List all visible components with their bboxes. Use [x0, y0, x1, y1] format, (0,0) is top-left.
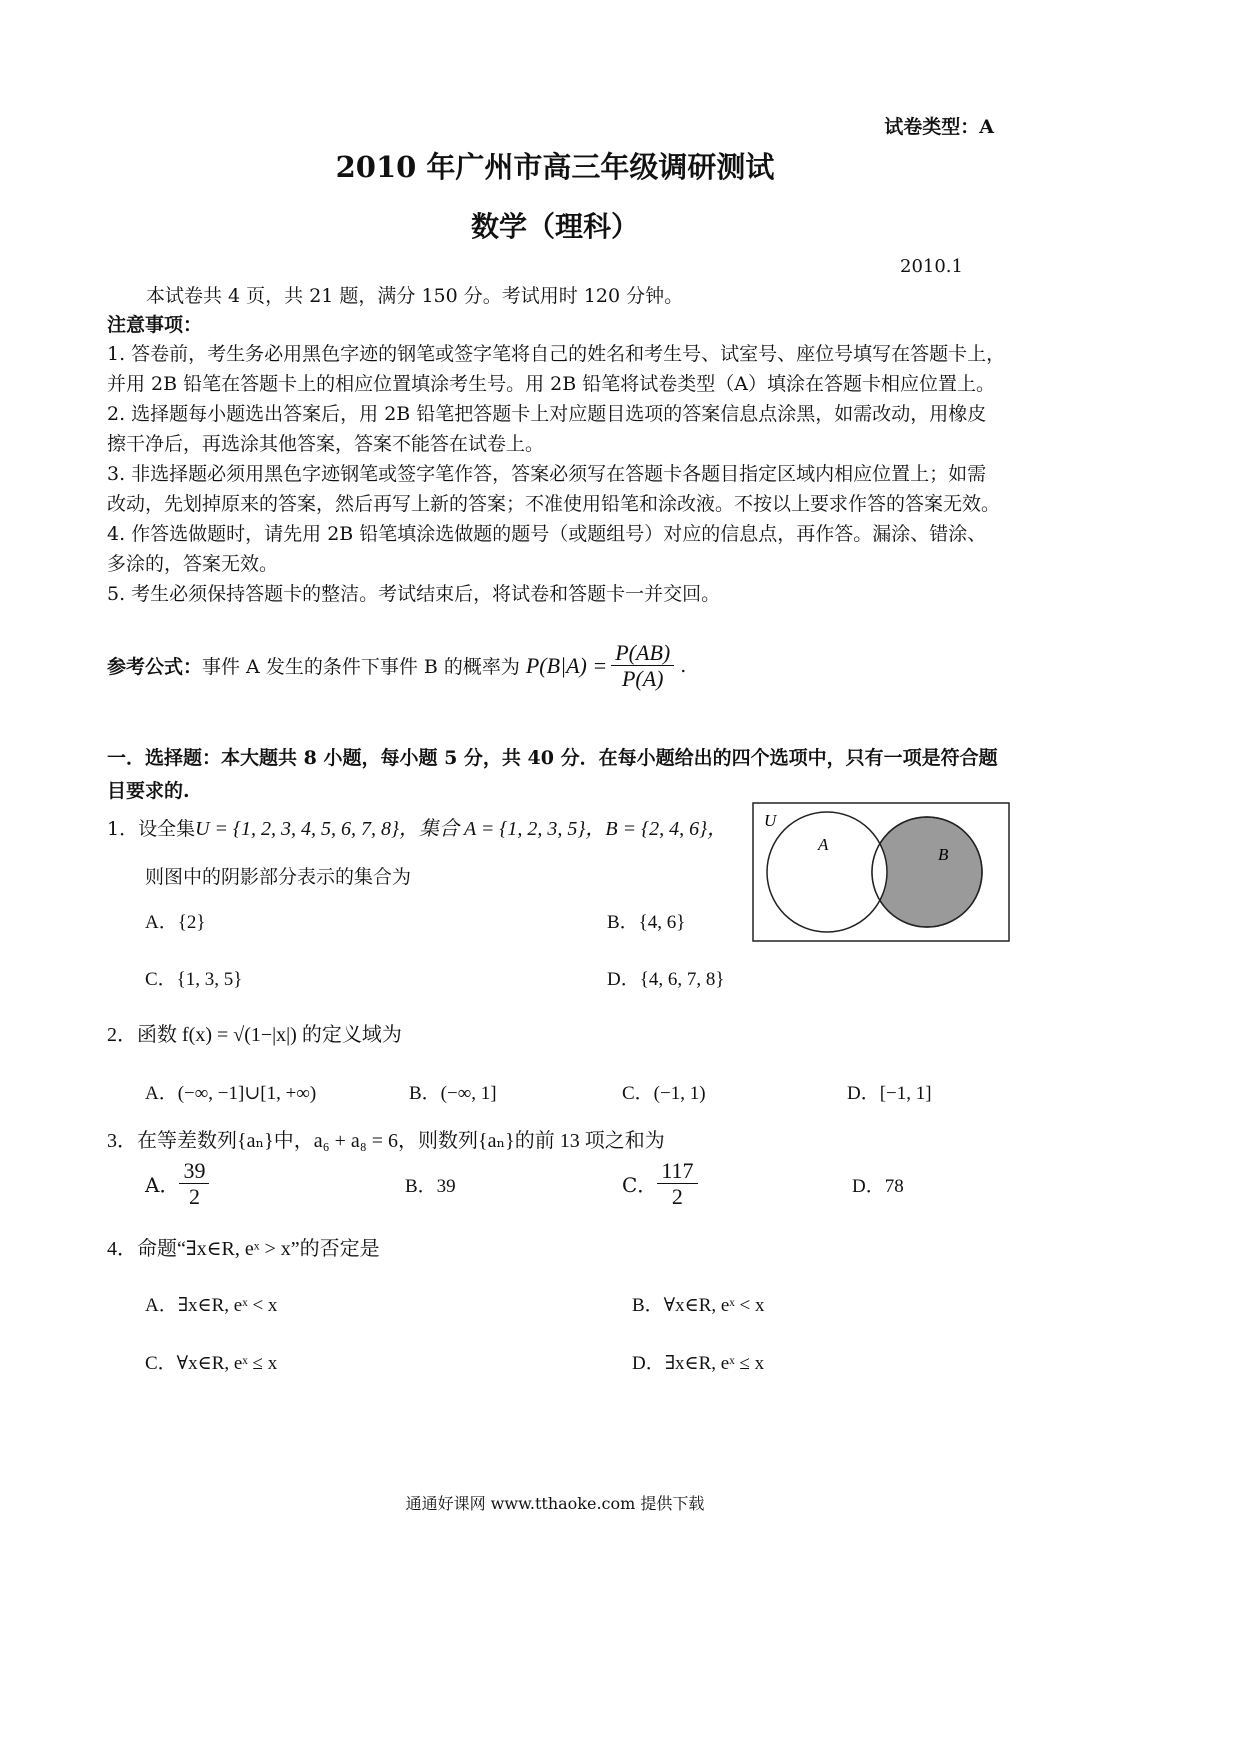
formula-lhs: P(B|A) =: [525, 652, 608, 678]
exam-date: 2010.1: [900, 256, 963, 277]
formula-numerator: P(AB): [611, 640, 674, 666]
formula-label: 参考公式：: [107, 656, 203, 679]
exam-title: 2010 年广州市高三年级调研测试: [335, 150, 775, 184]
notice-list: [107, 339, 1007, 609]
q1-option-c[interactable]: C．{1, 3, 5}: [145, 969, 243, 990]
section-heading-line: 目要求的.: [107, 780, 190, 802]
q3-option-d[interactable]: D．78: [852, 1176, 904, 1197]
q2-option-c[interactable]: C．(−1, 1): [622, 1083, 706, 1104]
q2-option-d[interactable]: D．[−1, 1]: [847, 1083, 932, 1104]
q2-stem: 2．函数 f(x) = √(1−|x|) 的定义域为: [107, 1024, 402, 1046]
section-heading-line: 一．选择题：本大题共 8 小题，每小题 5 分，共 40 分．在每小题给出的四个选项中，只有一项是符合题: [107, 747, 998, 769]
q4-option-c[interactable]: C．∀x∈R, eˣ ≤ x: [145, 1353, 278, 1374]
reference-formula: [107, 640, 686, 692]
exam-subtitle: 数学（理科）: [470, 210, 639, 243]
q2-option-a[interactable]: A．(−∞, −1]∪[1, +∞): [145, 1083, 317, 1104]
notice-line: 4. 作答选做题时，请先用 2B 铅笔填涂选做题的题号（或题组号）对应的信息点，再作答。漏涂、错涂、: [107, 523, 987, 545]
notice-line: 3. 非选择题必须用黑色字迹钢笔或签字笔作答，答案必须写在答题卡各题目指定区域内相应位置上；如需: [107, 463, 987, 485]
q1-option-a[interactable]: A．{2}: [145, 912, 206, 933]
q4-option-d[interactable]: D．∃x∈R, eˣ ≤ x: [632, 1353, 765, 1374]
venn-label-a: A: [818, 835, 829, 854]
q2-option-b[interactable]: B．(−∞, 1]: [409, 1083, 497, 1104]
q1-stem-math: U = {1, 2, 3, 4, 5, 6, 7, 8}，集合 A = {1, 2, 3, 5}，B = {2, 4, 6}，: [195, 818, 728, 840]
q3-c-denominator: 2: [671, 1184, 683, 1210]
q4-stem: 4．命题“∃x∈R, eˣ > x”的否定是: [107, 1238, 380, 1260]
formula-text: 事件 A 发生的条件下事件 B 的概率为: [202, 656, 520, 679]
q4-option-a[interactable]: A．∃x∈R, eˣ < x: [145, 1295, 278, 1316]
q4-option-b[interactable]: B．∀x∈R, eˣ < x: [632, 1295, 765, 1316]
q3-option-b[interactable]: B．39: [405, 1176, 456, 1197]
q3-a-denominator: 2: [188, 1184, 200, 1210]
q3-option-c-fraction: [657, 1158, 697, 1210]
venn-diagram: [752, 802, 1010, 942]
paper-type: 试卷类型：A: [884, 116, 994, 138]
section-heading: [107, 742, 998, 808]
notice-line: 擦干净后，再选涂其他答案，答案不能答在试卷上。: [107, 433, 545, 455]
q3-option-c[interactable]: [622, 1158, 698, 1210]
venn-label-b: B: [938, 845, 949, 864]
formula-tail: .: [680, 654, 687, 677]
question-1: [107, 812, 747, 1002]
question-3: [107, 1124, 1007, 1224]
formula-denominator: P(A): [621, 666, 664, 692]
notice-line: 5. 考生必须保持答题卡的整洁。考试结束后，将试卷和答题卡一并交回。: [107, 583, 721, 605]
q3-option-c-label: C．: [622, 1173, 658, 1198]
notice-line: 改动，先划掉原来的答案，然后再写上新的答案；不准使用铅笔和涂改液。不按以上要求作答的答案无效。: [107, 493, 1001, 515]
q1-option-d[interactable]: D．{4, 6, 7, 8}: [607, 969, 725, 990]
notice-line: 多涂的，答案无效。: [107, 553, 279, 575]
q1-option-b[interactable]: B．{4, 6}: [607, 912, 686, 933]
notice-line: 2. 选择题每小题选出答案后，用 2B 铅笔把答题卡上对应题目选项的答案信息点涂黑，如需改动，用橡皮: [107, 403, 987, 425]
question-4: [107, 1232, 1007, 1382]
q3-option-a-label: A．: [145, 1173, 180, 1198]
venn-label-u: U: [764, 811, 777, 830]
page-footer: 通通好课网 www.tthaoke.com 提供下载: [405, 1494, 705, 1513]
question-2: [107, 1018, 1007, 1118]
intro-text: 本试卷共 4 页，共 21 题，满分 150 分。考试用时 120 分钟。: [146, 285, 684, 307]
notice-heading: 注意事项：: [107, 314, 203, 336]
q1-stem-prefix: 1．设全集: [107, 818, 196, 840]
q3-option-a-fraction: [179, 1158, 209, 1210]
q3-stem: 3．在等差数列{aₙ}中，a₆ + a₈ = 6，则数列{aₙ}的前 13 项之和为: [107, 1130, 665, 1152]
q3-option-a[interactable]: [145, 1158, 209, 1210]
q1-stem-line2: 则图中的阴影部分表示的集合为: [145, 866, 412, 888]
notice-line: 1. 答卷前，考生务必用黑色字迹的钢笔或签字笔将自己的姓名和考生号、试室号、座位号填写在答题卡上，: [107, 343, 1006, 365]
notice-line: 并用 2B 铅笔在答题卡上的相应位置填涂考生号。用 2B 铅笔将试卷类型（A）填涂在答题卡相应位置上。: [107, 373, 995, 395]
q3-a-numerator: 39: [179, 1158, 209, 1184]
q3-c-numerator: 117: [657, 1158, 697, 1184]
formula-fraction: [611, 640, 674, 692]
q1-stem: [107, 812, 727, 841]
